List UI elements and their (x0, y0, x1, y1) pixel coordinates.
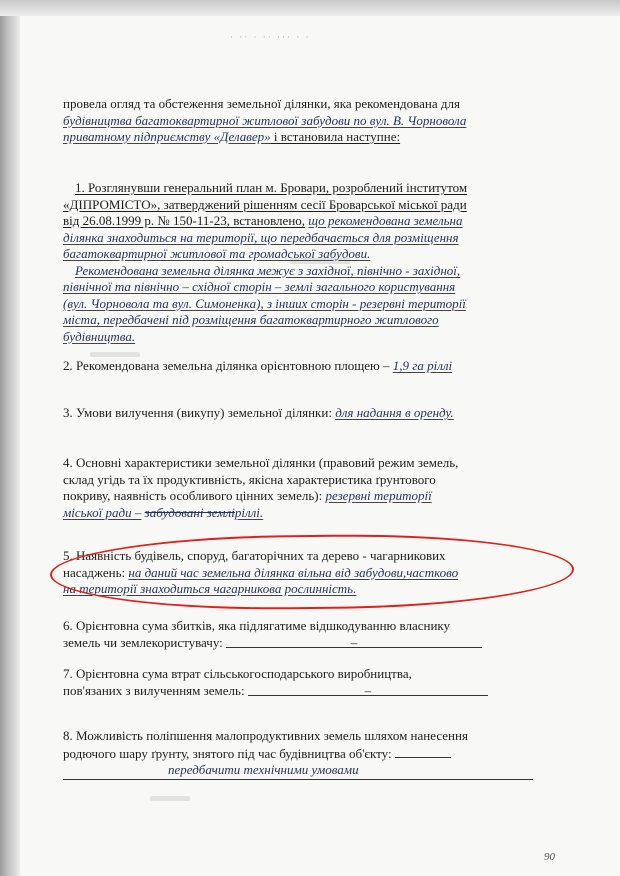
intro-handwritten: приватному підприємству «Делавер» (63, 129, 271, 144)
item-5-text: насаджень: (63, 564, 126, 580)
item-4-text: склад угідь та їх продуктивність, якісна характеристика ґрунтового (63, 471, 436, 487)
item-1-handwritten: будівництва. (63, 328, 136, 344)
item-1-handwritten: Рекомендована земельна ділянка межує з західної, північно - західної, (75, 262, 461, 278)
intro-paragraph (63, 96, 533, 146)
item-7-paragraph (63, 666, 533, 699)
item-1-handwritten: (вул. Чорновола та вул. Симоненка), з інших сторін - резервні території (63, 295, 466, 311)
item-5-handwritten: на даний час земельна ділянка вільна від забудови,частково (128, 564, 459, 580)
item-1-handwritten: північної та північно – східної сторін – землі загального користування (63, 279, 456, 294)
item-8-paragraph (63, 728, 533, 780)
item-7-blank (248, 683, 488, 696)
scan-smudge (150, 796, 190, 801)
intro-handwritten: будівництва багатоквартирної житлової забудови по вул. В. Чорновола (63, 112, 467, 128)
item-5-handwritten: на території знаходиться чагарникова рослинність. (63, 581, 357, 596)
item-4-text: 4. Основні характеристики земельної ділянки (правовий режим земель, (63, 455, 459, 470)
item-1-paragraph (63, 180, 533, 345)
item-8-handwritten: передбачити технічними умовами (168, 762, 359, 777)
scan-top-edge (0, 0, 620, 16)
item-4-handwritten: резервні території (325, 488, 432, 503)
intro-line: і встановила наступне: (270, 129, 401, 144)
item-2-value: 1,9 га ріллі (392, 358, 453, 373)
item-6-blank (226, 635, 482, 648)
item-8-blank (395, 745, 451, 758)
item-2-label: 2. Рекомендована земельна ділянка орієнтовною площею – (63, 358, 390, 373)
item-1-handwritten: багатоквартирної житлової та громадської забудови. (63, 246, 371, 261)
item-4-text: покриву, наявність особливого цінних земель): (63, 488, 323, 503)
item-7-dash: – (364, 682, 372, 698)
scan-noise: · ·· · ·· ··· · · (230, 32, 311, 42)
item-8-text: 8. Можливість поліпшення малопродуктивних земель шляхом нанесення (63, 728, 468, 743)
item-6-paragraph (63, 618, 533, 651)
item-1-text: 1. Розглянувши генеральний план м. Бровари, розроблений інститутом (75, 180, 468, 195)
item-4-struck-text: забудовані землі (144, 504, 235, 520)
item-5-text: 5. Наявність будівель, споруд, багаторічних та дерево - чагарникових (63, 548, 446, 563)
item-8-text: родючого шару ґрунту, знятого під час будівництва об'єкту: (63, 745, 392, 761)
item-6-dash: – (350, 634, 358, 650)
item-6-text: земель чи землекористувачу: (63, 634, 223, 650)
item-4-paragraph (63, 455, 533, 521)
item-7-text: пов'язаних з вилученням земель: (63, 682, 245, 698)
intro-line: провела огляд та обстеження земельної ділянки, яка рекомендована для (63, 96, 460, 111)
item-2-paragraph (63, 358, 533, 375)
item-3-paragraph (63, 405, 533, 422)
item-1-handwritten: що рекомендована земельна (308, 213, 463, 228)
item-1-handwritten: ділянка знаходиться на території, що передбачається для розміщення (63, 229, 459, 245)
item-6-text: 6. Орієнтовна сума збитків, яка підлягатиме відшкодуванню власнику (63, 618, 451, 633)
page-number: 90 (544, 851, 555, 863)
item-3-value: для надання в оренду. (335, 405, 454, 420)
item-1-handwritten: міста, передбачені під розміщення багатоквартирного житлового (63, 312, 439, 327)
scan-left-edge (0, 0, 20, 876)
item-1-text: від 26.08.1999 р. № 150-11-23, встановлено, (63, 213, 306, 228)
item-3-label: 3. Умови вилучення (викупу) земельної ділянки: (63, 405, 332, 420)
item-1-text: «ДІПРОМІСТО», затверджений рішенням сесії Броварської міської ради (63, 196, 467, 212)
item-4-handwritten: міської ради – (63, 504, 142, 520)
red-annotation-circle (50, 532, 575, 611)
scan-smudge (90, 352, 140, 357)
item-4-handwritten: ріллі. (234, 504, 264, 520)
item-7-text: 7. Орієнтовна сума втрат сільськогосподарського виробництва, (63, 666, 412, 681)
